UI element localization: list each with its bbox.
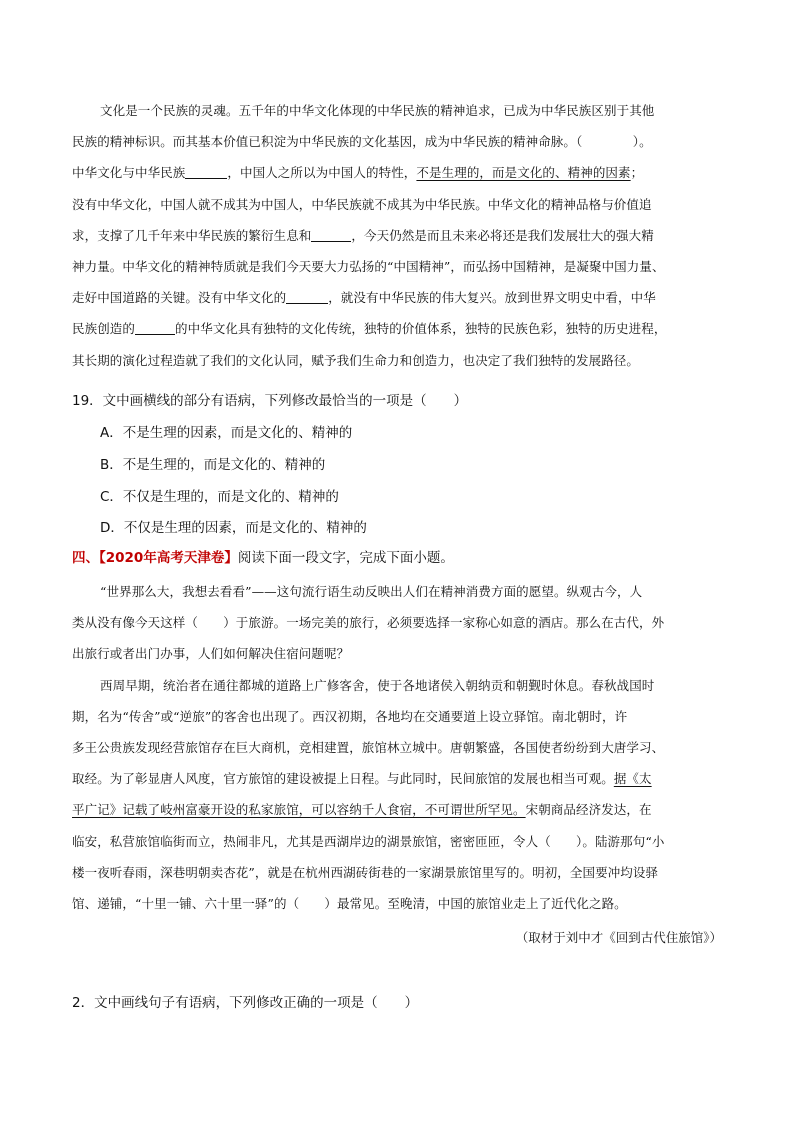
passage-1-line-1: 文化是一个民族的灵魂。五千年的中华文化体现的中华民族的精神追求，已成为中华民族区别于其他 (100, 103, 655, 118)
question-19-option-d[interactable]: D．不仅是生理的因素，而是文化的、精神的 (100, 520, 367, 536)
exam-source-tag: 【2020年高考天津卷】 (99, 550, 238, 566)
passage-2-line-9: 临安，私营旅馆临街而立，热闹非凡，尤其是西湖岸边的湖景旅馆，密密匝匝，令人（ ）。陆游那句“小 (72, 833, 665, 849)
passage-2-line-3: 出旅行或者出门办事，人们如何解决住宿问题呢？ (72, 646, 350, 662)
question-19-stem: 19．文中画横线的部分有语病，下列修改最恰当的一项是（ ） (72, 393, 468, 409)
passage-1-line-7 (72, 282, 722, 313)
passage-1 (72, 95, 722, 376)
passage-2-text: 宋朝商品经济发达，在 (525, 802, 652, 818)
passage-1-text: ； (630, 165, 644, 181)
passage-2-line-4: 西周早期，统治者在通往都城的道路上广修客舍，使于各地诸侯入朝纳贡和朝觐时休息。春秋战国时 (100, 677, 655, 693)
passage-1-text: 中华文化与中华民族 (72, 165, 186, 181)
underlined-sentence-part-1: 据《太 (613, 771, 652, 787)
passage-2-line-5: 期，名为“传舍”或“逆旅”的客舍也出现了。西汉初期，各地均在交通要道上设立驿馆。南北朝时，许 (72, 708, 628, 724)
section-4-heading (72, 546, 454, 566)
question-19-option-a[interactable]: A．不是生理的因素，而是文化的、精神的 (100, 425, 353, 441)
passage-2-line-10: 楼一夜听春雨，深巷明朝卖杏花”，就是在杭州西湖砖街巷的一家湖景旅馆里写的。明初，全国要冲均设驿 (72, 864, 659, 880)
passage-1-line-3 (72, 157, 722, 188)
passage-2-line-8 (72, 794, 722, 825)
passage-1-line-9: 其长期的演化过程造就了我们的文化认同，赋予我们生命力和创造力，也决定了我们独特的发展路径。 (72, 352, 640, 368)
passage-1-text: ，中国人之所以为中国人的特性， (227, 165, 417, 181)
passage-1-text: ，今天仍然是而且未来必将还是我们发展壮大的强大精 (351, 227, 654, 243)
passage-2-line-6: 多王公贵族发现经营旅馆存在巨大商机，竞相建置，旅馆林立城中。唐朝繁盛，各国使者纷纷到大唐学习、 (72, 740, 665, 756)
passage-1-text: 的中华文化具有独特的文化传统，独特的价值体系，独特的民族色彩，独特的历史进程， (175, 321, 667, 337)
passage-1-line-4: 没有中华文化，中国人就不成其为中国人，中华民族就不成其为中华民族。中华文化的精神品格与价值追 (72, 196, 652, 212)
passage-1-line-8 (72, 313, 722, 344)
passage-2 (72, 576, 722, 919)
passage-2-line-11: 馆、递铺，“十里一铺、六十里一驿”的（ ）最常见。至晚清，中国的旅馆业走上了近代化之路。 (72, 896, 627, 912)
section-instruction: 阅读下面一段文字，完成下面小题。 (237, 550, 454, 566)
fill-blank-2 (311, 229, 351, 242)
fill-blank-3 (286, 291, 328, 304)
underlined-sentence-part-2: 平广记》记载了岐州富豪开设的私家旅馆，可以容纳千人食宿，不可谓世所罕见。 (72, 802, 526, 818)
passage-1-text: ，就没有中华民族的伟大复兴。放到世界文明史中看，中华 (328, 290, 656, 306)
question-2-stem: 2．文中画线句子有语病，下列修改正确的一项是（ ） (72, 995, 419, 1011)
passage-1-text: 走好中国道路的关键。没有中华文化的 (72, 290, 287, 306)
passage-2-line-2: 类从没有像今天这样（ ）于旅游。一场完美的旅行，必须要选择一家称心如意的酒店。那么在古代，外 (72, 615, 665, 631)
underlined-sentence: 不是生理的，而是文化的、精神的因素 (416, 165, 631, 181)
question-19-option-b[interactable]: B．不是生理的，而是文化的、精神的 (100, 457, 326, 473)
passage-2-line-1: “世界那么大，我想去看看”——这句流行语生动反映出人们在精神消费方面的愿望。纵观古今，人 (100, 584, 643, 599)
section-number: 四、 (72, 550, 99, 566)
passage-1-text: 民族创造的 (72, 321, 136, 337)
fill-blank-1 (185, 166, 227, 179)
fill-blank-4 (135, 322, 175, 335)
passage-2-text: 取经。为了彰显唐人风度，官方旅馆的建设被提上日程。与此同时，民间旅馆的发展也相当可观。 (72, 771, 614, 787)
passage-1-line-2: 民族的精神标识。而其基本价值已积淀为中华民族的文化基因，成为中华民族的精神命脉。（ ）。 (72, 134, 652, 150)
passage-source: （取材于刘中才《回到古代住旅馆》） (515, 930, 722, 945)
passage-1-text: 求，支撑了几千年来中华民族的繁衍生息和 (72, 227, 312, 243)
passage-1-line-6: 神力量。中华文化的精神特质就是我们今天要大力弘扬的“中国精神”，而弘扬中国精神，是凝聚中国力量、 (72, 259, 665, 275)
question-19-option-c[interactable]: C．不仅是生理的，而是文化的、精神的 (100, 489, 339, 505)
passage-2-line-7 (72, 763, 722, 794)
passage-1-line-5 (72, 220, 722, 251)
